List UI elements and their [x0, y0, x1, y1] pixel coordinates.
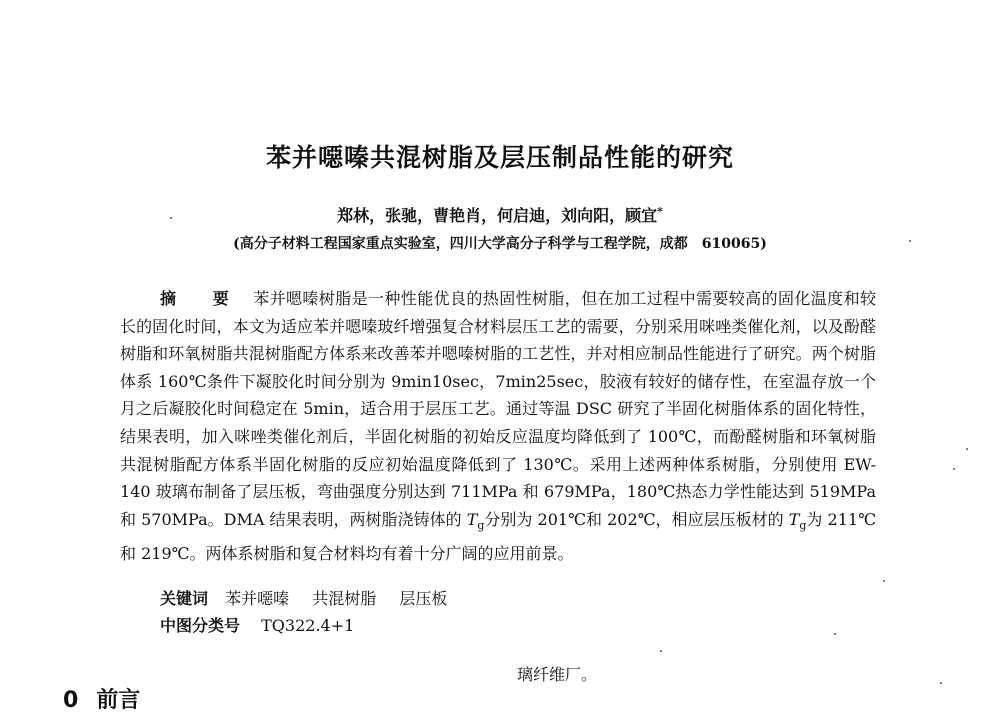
scan-speck	[940, 682, 942, 684]
classification-code: TQ322.4+1	[261, 616, 355, 635]
scan-speck	[966, 448, 968, 450]
section-number: 0	[63, 688, 79, 713]
tg-symbol-2: T	[788, 509, 800, 529]
tg-subscript-2: g	[799, 518, 807, 532]
scan-speck	[953, 468, 955, 470]
abstract-label: 摘 要	[160, 289, 240, 308]
authors-text: 郑林，张驰，曹艳肖，何启迪，刘向阳，顾宜	[337, 206, 658, 225]
paper-title: 苯并噁嗪共混树脂及层压制品性能的研究	[265, 143, 734, 172]
classification-label: 中图分类号	[160, 616, 241, 635]
author-list	[0, 203, 1000, 226]
keywords-label: 关键词	[160, 589, 209, 608]
keyword-item: 层压板	[399, 589, 448, 608]
corresponding-author-mark: *	[657, 205, 663, 218]
scan-speck	[660, 650, 662, 652]
keyword-item: 共混树脂	[312, 589, 377, 608]
abstract-text-part2: 分别为 201℃和 202℃，相应层压板材的	[484, 509, 789, 529]
abstract-text-part3: 为 211℃和 219℃。两体系树脂和复合材料均有着十分广阔的应用前景。	[120, 509, 876, 563]
affiliation: (高分子材料工程国家重点实验室，四川大学高分子科学与工程学院，成都 610065)	[233, 236, 767, 252]
column2-text-fragment: 璃纤维厂。	[517, 665, 598, 684]
scan-speck	[170, 217, 172, 219]
abstract-text-part1: 苯并嗯嗪树脂是一种性能优良的热固性树脂，但在加工过程中需要较高的固化温度和较长的固化时间，本文为适应苯并嗯嗪玻纤增强复合材料层压工艺的需要，分别采用咪唑类催化剂，以及酚醛树脂和环氧树脂共混树脂配方体系来改善苯并嗯嗪树脂的工艺性，并对相应制品性能进行了研究。两个树脂体系 160℃条件下凝胶化时间分别为 9min10sec，7min25sec，胶液有较好的储存性，在室温存放一个月之后凝胶化时间稳定在 5min，适合用于层压工艺。通过等温 DSC 研究了半固化树脂体系的固化特性，结果表明，加入咪唑类催化剂后，半固化树脂的初始反应温度均降低到了 100℃，而酚醛树脂和环氧树脂共混树脂配方体系半固化树脂的反应初始温度降低到了 130℃。采用上述两种体系树脂，分别使用 EW-140 玻璃布制备了层压板，弯曲强度分别达到 711MPa 和 679MPa，180℃热态力学性能达到 519MPa 和 570MPa。DMA 结果表明，两树脂浇铸体的	[120, 289, 876, 529]
section-heading	[63, 683, 140, 714]
tg-subscript: g	[477, 518, 485, 532]
keywords-line	[160, 586, 465, 609]
tg-symbol: T	[466, 509, 478, 529]
abstract-paragraph	[120, 285, 876, 567]
scan-speck	[834, 633, 836, 635]
classification-line	[160, 613, 354, 636]
keyword-item: 苯并噁嗪	[225, 589, 290, 608]
scan-speck	[909, 240, 911, 242]
scan-speck	[883, 580, 885, 582]
section-title: 前言	[96, 688, 141, 713]
